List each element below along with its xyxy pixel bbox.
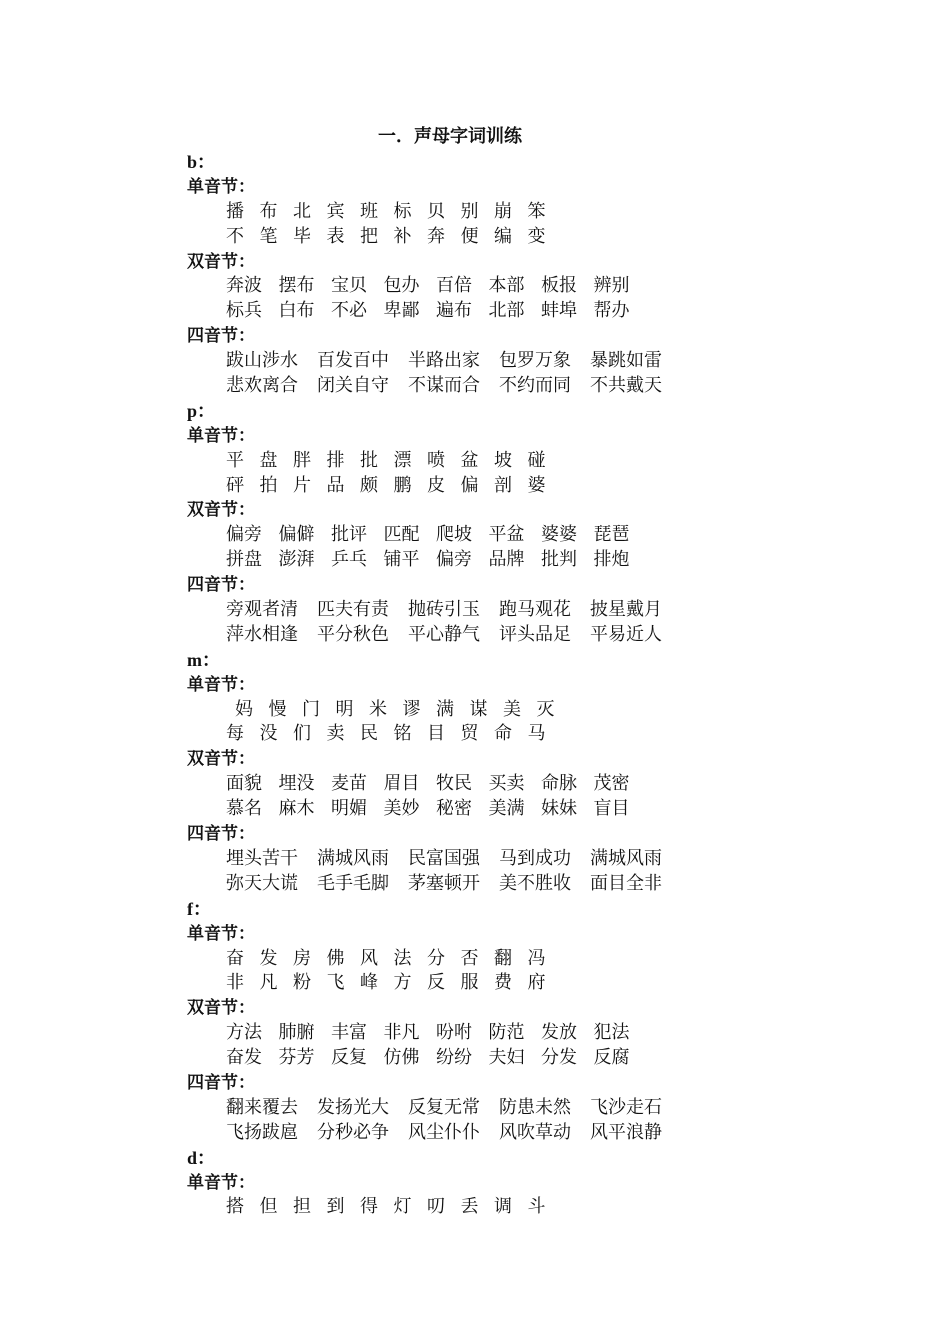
- double-word: 芬芳: [278, 1047, 315, 1069]
- idiom: 萍水相逢: [226, 623, 298, 645]
- double-word: 辨别: [593, 275, 630, 297]
- idiom: 防患未然: [499, 1096, 571, 1118]
- idiom: 跋山涉水: [226, 350, 298, 372]
- idiom: 旁观者清: [226, 599, 298, 621]
- syllable-char: 明: [335, 698, 354, 720]
- syllable-char: 婆: [527, 474, 546, 496]
- four-syllable-row: [187, 598, 747, 623]
- syllable-char: 米: [369, 698, 387, 720]
- idiom: 弥天大谎: [226, 872, 298, 894]
- syllable-char: 排: [326, 449, 345, 471]
- idiom: 风吹草动: [499, 1121, 571, 1143]
- syllable-char: 目: [427, 723, 445, 745]
- idiom: 评头品足: [499, 623, 571, 645]
- single-syllable-row: [187, 722, 747, 747]
- syllable-char: 皮: [427, 474, 445, 496]
- idiom: 美不胜收: [499, 872, 571, 894]
- idiom: 百发百中: [317, 350, 389, 372]
- syllable-char: 铭: [393, 723, 412, 745]
- syllable-char: 搭: [226, 1196, 244, 1218]
- double-syllable-row: [187, 797, 747, 822]
- syllable-char: 斗: [527, 1196, 546, 1218]
- double-word: 丰富: [331, 1022, 367, 1044]
- double-word: 犯法: [593, 1022, 630, 1044]
- syllable-char: 片: [293, 474, 311, 496]
- idiom: 埋头苦干: [226, 847, 298, 869]
- syllable-char: 把: [360, 225, 378, 247]
- double-word: 防范: [488, 1022, 525, 1044]
- syllable-char: 到: [326, 1196, 345, 1218]
- double-syllable-row: [187, 548, 747, 573]
- syllable-char: 慢: [268, 698, 287, 720]
- double-word: 卑鄙: [383, 300, 420, 322]
- syllable-char: 府: [527, 972, 546, 994]
- consonant-heading: b：: [187, 152, 216, 172]
- double-word: 包办: [383, 275, 420, 297]
- syllable-char: 谋: [469, 698, 488, 720]
- double-word: 偏僻: [278, 524, 315, 546]
- syllable-char: 表: [326, 225, 345, 247]
- four-syllable-row: [187, 1121, 747, 1146]
- double-word: 茂密: [593, 773, 630, 795]
- idiom: 毛手毛脚: [317, 872, 389, 894]
- syllable-char: 别: [460, 200, 479, 222]
- syllable-char: 发: [259, 947, 278, 969]
- double-word: 批判: [541, 549, 577, 571]
- syllable-char: 品: [326, 474, 345, 496]
- syllable-char: 砰: [226, 474, 244, 496]
- section-label-single: 单音节：: [187, 923, 255, 944]
- double-word: 北部: [488, 300, 525, 322]
- syllable-char: 胖: [293, 449, 311, 471]
- double-word: 标兵: [226, 300, 262, 322]
- syllable-char: 法: [393, 947, 412, 969]
- double-syllable-row: [187, 1021, 747, 1046]
- idiom: 民富国强: [408, 847, 480, 869]
- double-word: 埋没: [278, 773, 315, 795]
- double-syllable-row: [187, 1046, 747, 1071]
- syllable-char: 马: [527, 723, 546, 745]
- double-word: 宝贝: [331, 275, 367, 297]
- double-syllable-row: [187, 274, 747, 299]
- syllable-char: 标: [393, 200, 412, 222]
- syllable-char: 班: [360, 200, 378, 222]
- section-label-single: 单音节：: [187, 674, 255, 695]
- double-word: 美妙: [383, 798, 420, 820]
- syllable-char: 否: [460, 947, 479, 969]
- consonant-heading: p：: [187, 400, 216, 421]
- syllable-char: 凡: [259, 972, 278, 994]
- double-word: 秘密: [436, 798, 472, 820]
- syllable-char: 费: [494, 972, 512, 994]
- double-word: 平盆: [488, 524, 525, 546]
- syllable-char: 每: [226, 723, 244, 745]
- idiom: 满城风雨: [317, 847, 389, 869]
- idiom: 披星戴月: [590, 599, 662, 621]
- syllable-char: 丢: [460, 1196, 479, 1218]
- syllable-char: 得: [360, 1196, 378, 1218]
- section-label-single: 单音节：: [187, 425, 255, 446]
- syllable-char: 北: [293, 200, 311, 222]
- idiom: 不约而同: [499, 375, 571, 397]
- section-label-double: 双音节：: [187, 998, 255, 1019]
- single-syllable-row: [187, 947, 747, 972]
- syllable-char: 不: [226, 225, 244, 247]
- syllable-char: 布: [259, 200, 278, 222]
- idiom: 暴跳如雷: [590, 350, 662, 372]
- syllable-char: 峰: [360, 972, 378, 994]
- idiom: 抛砖引玉: [408, 599, 480, 621]
- section-label-four: 四音节：: [187, 824, 255, 845]
- syllable-char: 盘: [259, 449, 278, 471]
- syllable-char: 编: [494, 225, 512, 247]
- single-syllable-row: [187, 474, 747, 499]
- syllable-char: 鹏: [393, 474, 412, 496]
- syllable-char: 灯: [393, 1196, 412, 1218]
- syllable-char: 担: [293, 1196, 311, 1218]
- double-word: 吩咐: [436, 1022, 472, 1044]
- section-label-four: 四音节：: [187, 575, 255, 596]
- syllable-char: 分: [427, 947, 445, 969]
- idiom: 翻来覆去: [226, 1096, 298, 1118]
- syllable-char: 坡: [494, 449, 512, 471]
- double-word: 反复: [331, 1047, 367, 1069]
- double-word: 拼盘: [226, 549, 262, 571]
- idiom: 发扬光大: [317, 1096, 389, 1118]
- double-word: 板报: [541, 275, 577, 297]
- syllable-char: 粉: [293, 972, 311, 994]
- double-syllable-row: [187, 772, 747, 797]
- syllable-char: 颇: [360, 474, 378, 496]
- syllable-char: 妈: [235, 698, 253, 720]
- double-word: 澎湃: [278, 549, 315, 571]
- double-word: 妹妹: [541, 798, 577, 820]
- syllable-char: 们: [293, 723, 311, 745]
- syllable-char: 偏: [460, 474, 479, 496]
- double-word: 奔波: [226, 275, 262, 297]
- syllable-char: 命: [494, 723, 512, 745]
- double-word: 偏旁: [436, 549, 472, 571]
- document-content: [187, 150, 747, 1220]
- syllable-char: 美: [503, 698, 521, 720]
- double-word: 蚌埠: [541, 300, 577, 322]
- double-word: 婆婆: [541, 524, 577, 546]
- idiom: 风尘仆仆: [408, 1121, 480, 1143]
- section-label-double: 双音节：: [187, 251, 255, 272]
- idiom: 风平浪静: [590, 1121, 662, 1143]
- syllable-char: 叨: [427, 1196, 445, 1218]
- double-word: 肺腑: [278, 1022, 315, 1044]
- idiom: 不谋而合: [408, 375, 480, 397]
- syllable-char: 拍: [259, 474, 278, 496]
- double-word: 乒乓: [331, 549, 367, 571]
- idiom: 跑马观花: [499, 599, 571, 621]
- idiom: 分秒必争: [317, 1121, 389, 1143]
- syllable-char: 卖: [326, 723, 345, 745]
- double-word: 排炮: [593, 549, 630, 571]
- syllable-char: 冯: [527, 947, 546, 969]
- double-word: 批评: [331, 524, 367, 546]
- consonant-heading: d：: [187, 1147, 216, 1168]
- double-word: 仿佛: [383, 1047, 420, 1069]
- double-word: 慕名: [226, 798, 262, 820]
- syllable-char: 民: [360, 723, 378, 745]
- double-word: 面貌: [226, 773, 262, 795]
- four-syllable-row: [187, 374, 747, 399]
- syllable-char: 方: [393, 972, 412, 994]
- syllable-char: 漂: [393, 449, 412, 471]
- syllable-char: 奔: [427, 225, 445, 247]
- syllable-char: 奋: [226, 947, 244, 969]
- idiom: 不共戴天: [590, 375, 662, 397]
- double-word: 遍布: [436, 300, 472, 322]
- double-word: 麦苗: [331, 773, 367, 795]
- idiom: 满城风雨: [590, 847, 662, 869]
- double-word: 琵琶: [593, 524, 630, 546]
- double-word: 眉目: [383, 773, 420, 795]
- double-word: 奋发: [226, 1047, 262, 1069]
- section-label-single: 单音节：: [187, 176, 255, 197]
- syllable-char: 服: [460, 972, 479, 994]
- double-word: 白布: [278, 300, 315, 322]
- page-title: 一．声母字词训练: [378, 126, 522, 147]
- syllable-char: 没: [259, 723, 278, 745]
- consonant-heading: m：: [187, 649, 220, 670]
- double-word: 品牌: [488, 549, 525, 571]
- syllable-char: 批: [360, 449, 378, 471]
- syllable-char: 房: [293, 947, 311, 969]
- syllable-char: 风: [360, 947, 378, 969]
- double-word: 帮办: [593, 300, 630, 322]
- double-word: 匹配: [383, 524, 420, 546]
- single-syllable-row: [187, 449, 747, 474]
- four-syllable-row: [187, 847, 747, 872]
- double-word: 命脉: [541, 773, 577, 795]
- double-word: 分发: [541, 1047, 577, 1069]
- syllable-char: 飞: [326, 972, 345, 994]
- double-word: 偏旁: [226, 524, 262, 546]
- idiom: 飞沙走石: [590, 1096, 662, 1118]
- section-label-double: 双音节：: [187, 500, 255, 521]
- single-syllable-row: [187, 225, 747, 250]
- four-syllable-row: [187, 872, 747, 897]
- syllable-char: 满: [436, 698, 454, 720]
- section-label-four: 四音节：: [187, 1072, 255, 1093]
- idiom: 反复无常: [408, 1096, 480, 1118]
- syllable-char: 剖: [494, 474, 512, 496]
- syllable-char: 播: [226, 200, 244, 222]
- double-word: 方法: [226, 1022, 262, 1044]
- syllable-char: 宾: [326, 200, 345, 222]
- idiom: 悲欢离合: [226, 375, 298, 397]
- syllable-char: 平: [226, 449, 244, 471]
- double-word: 买卖: [488, 773, 525, 795]
- idiom: 半路出家: [408, 350, 480, 372]
- syllable-char: 灭: [536, 698, 555, 720]
- idiom: 马到成功: [499, 847, 571, 869]
- idiom: 平分秋色: [317, 623, 389, 645]
- four-syllable-row: [187, 623, 747, 648]
- section-label-double: 双音节：: [187, 749, 255, 770]
- single-syllable-row: [187, 200, 747, 225]
- syllable-char: 谬: [402, 698, 421, 720]
- double-word: 非凡: [383, 1022, 420, 1044]
- double-syllable-row: [187, 523, 747, 548]
- syllable-char: 贝: [427, 200, 445, 222]
- double-word: 本部: [488, 275, 525, 297]
- idiom: 匹夫有责: [317, 599, 389, 621]
- double-word: 百倍: [436, 275, 472, 297]
- syllable-char: 变: [527, 225, 546, 247]
- syllable-char: 毕: [293, 225, 311, 247]
- syllable-char: 盆: [460, 449, 479, 471]
- syllable-char: 非: [226, 972, 244, 994]
- idiom: 飞扬跋扈: [226, 1121, 298, 1143]
- syllable-char: 调: [494, 1196, 512, 1218]
- syllable-char: 笨: [527, 200, 546, 222]
- syllable-char: 碰: [527, 449, 546, 471]
- single-syllable-row: [187, 971, 747, 996]
- single-syllable-row: [187, 698, 747, 723]
- double-syllable-row: [187, 299, 747, 324]
- syllable-char: 便: [460, 225, 479, 247]
- section-label-four: 四音节：: [187, 326, 255, 347]
- idiom: 闭关自守: [317, 375, 389, 397]
- double-word: 牧民: [436, 773, 472, 795]
- syllable-char: 佛: [326, 947, 345, 969]
- double-word: 夫妇: [488, 1047, 525, 1069]
- double-word: 摆布: [278, 275, 315, 297]
- syllable-char: 反: [427, 972, 445, 994]
- idiom: 平心静气: [408, 623, 480, 645]
- double-word: 美满: [488, 798, 525, 820]
- idiom: 平易近人: [590, 623, 662, 645]
- syllable-char: 翻: [494, 947, 512, 969]
- syllable-char: 笔: [259, 225, 278, 247]
- idiom: 茅塞顿开: [408, 872, 480, 894]
- idiom: 包罗万象: [499, 350, 571, 372]
- section-label-single: 单音节：: [187, 1172, 255, 1193]
- double-word: 盲目: [593, 798, 630, 820]
- idiom: 面目全非: [590, 872, 662, 894]
- double-word: 反腐: [593, 1047, 630, 1069]
- consonant-heading: f：: [187, 898, 211, 919]
- double-word: 发放: [541, 1022, 577, 1044]
- syllable-char: 喷: [427, 449, 445, 471]
- syllable-char: 崩: [494, 200, 512, 222]
- syllable-char: 但: [259, 1196, 278, 1218]
- syllable-char: 门: [302, 698, 320, 720]
- single-syllable-row: [187, 1195, 747, 1220]
- syllable-char: 补: [393, 225, 412, 247]
- double-word: 明媚: [331, 798, 367, 820]
- syllable-char: 贸: [460, 723, 479, 745]
- four-syllable-row: [187, 349, 747, 374]
- double-word: 爬坡: [436, 524, 472, 546]
- double-word: 铺平: [383, 549, 420, 571]
- double-word: 麻木: [278, 798, 315, 820]
- double-word: 纷纷: [436, 1047, 472, 1069]
- double-word: 不必: [331, 300, 367, 322]
- four-syllable-row: [187, 1096, 747, 1121]
